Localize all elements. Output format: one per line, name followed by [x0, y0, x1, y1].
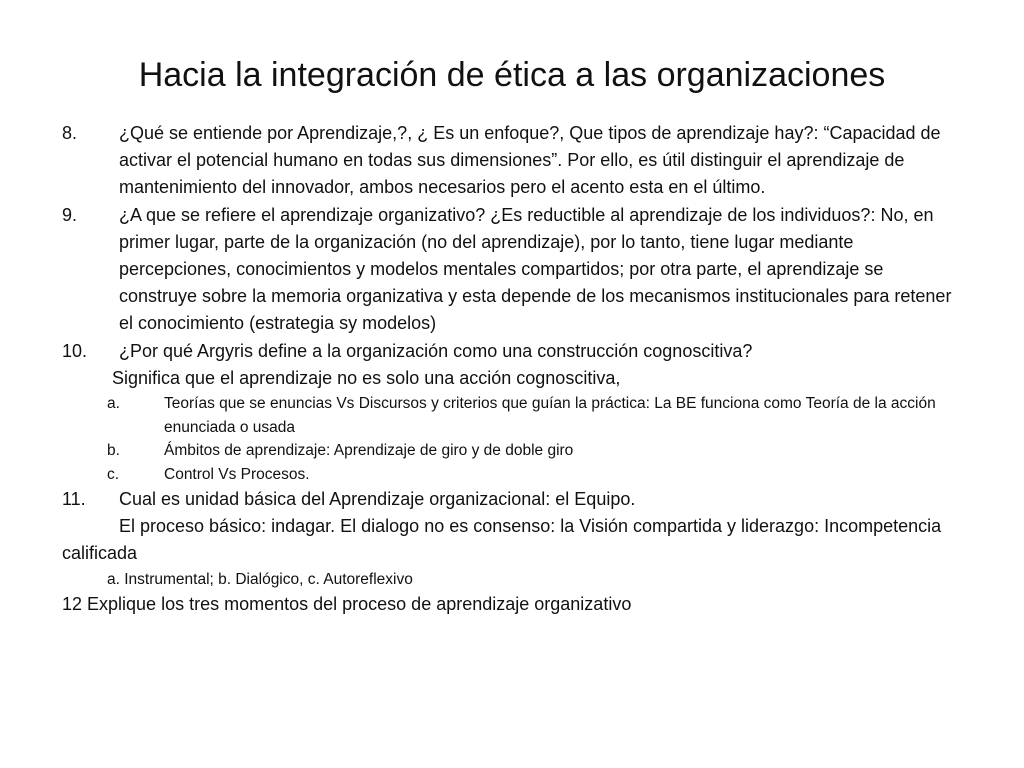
list-item-11 — [62, 486, 962, 513]
item-number: 10. — [62, 340, 88, 361]
list-item-10 — [62, 338, 962, 365]
sub-item-letter: a. — [107, 395, 120, 413]
item-subline: a. Instrumental; b. Dialógico, c. Autoreflexivo — [107, 570, 413, 588]
slide-title: Hacia la integración de ética a las organizaciones — [138, 56, 886, 94]
item-number: 9. — [62, 204, 78, 225]
sub-item-letter: b. — [107, 442, 120, 460]
slide-body — [62, 120, 962, 618]
sub-item-text: Control Vs Procesos. — [164, 465, 310, 483]
item-text: ¿Qué se entiende por Aprendizaje,?, ¿ Es un enfoque?, Que tipos de aprendizaje hay?: “Capacidad de activar el potencial humano en todas sus dimensiones”. Por ello, es útil distinguir el aprendizaje de mantenimiento del innovador, ambos necesarios pero el acento esta en el último. — [119, 123, 941, 198]
sub-item-b — [62, 439, 962, 463]
item-number: 11. — [62, 489, 86, 510]
list-item-8 — [62, 120, 962, 202]
item-number: 8. — [62, 123, 78, 143]
list-item-9 — [62, 202, 962, 338]
sub-item-letter: c. — [107, 465, 120, 483]
item-continuation: El proceso básico: indagar. El dialogo no es consenso: la Visión compartida y liderazgo: Incompetencia calificada — [62, 516, 942, 564]
sub-item-c — [62, 463, 962, 487]
sub-item-text: Ámbitos de aprendizaje: Aprendizaje de giro y de doble giro — [164, 442, 574, 460]
item-text: Cual es unidad básica del Aprendizaje organizacional: el Equipo. — [119, 489, 636, 510]
sub-item-text: Teorías que se enuncias Vs Discursos y criterios que guían la práctica: La BE funciona como Teoría de la acción enunciada o usada — [164, 395, 936, 436]
closing-line: 12 Explique los tres momentos del proceso de aprendizaje organizativo — [62, 594, 632, 615]
item-text: ¿Por qué Argyris define a la organización como una construcción cognoscitiva? — [119, 340, 753, 361]
item-text: ¿A que se refiere el aprendizaje organizativo? ¿Es reductible al aprendizaje de los individuos?: No, en primer lugar, parte de la organización (no del aprendizaje), por lo tanto, tiene lugar mediante percepciones, conocimientos y modelos mentales compartidos; por otra parte, el aprendizaje se construye sobre la memoria organizativa y esta depende de los mecanismos institucionales para retener el conocimiento (estrategia sy modelos) — [119, 204, 952, 334]
sub-item-a — [62, 392, 962, 439]
item-continuation: Significa que el aprendizaje no es solo una acción cognoscitiva, — [112, 367, 621, 388]
